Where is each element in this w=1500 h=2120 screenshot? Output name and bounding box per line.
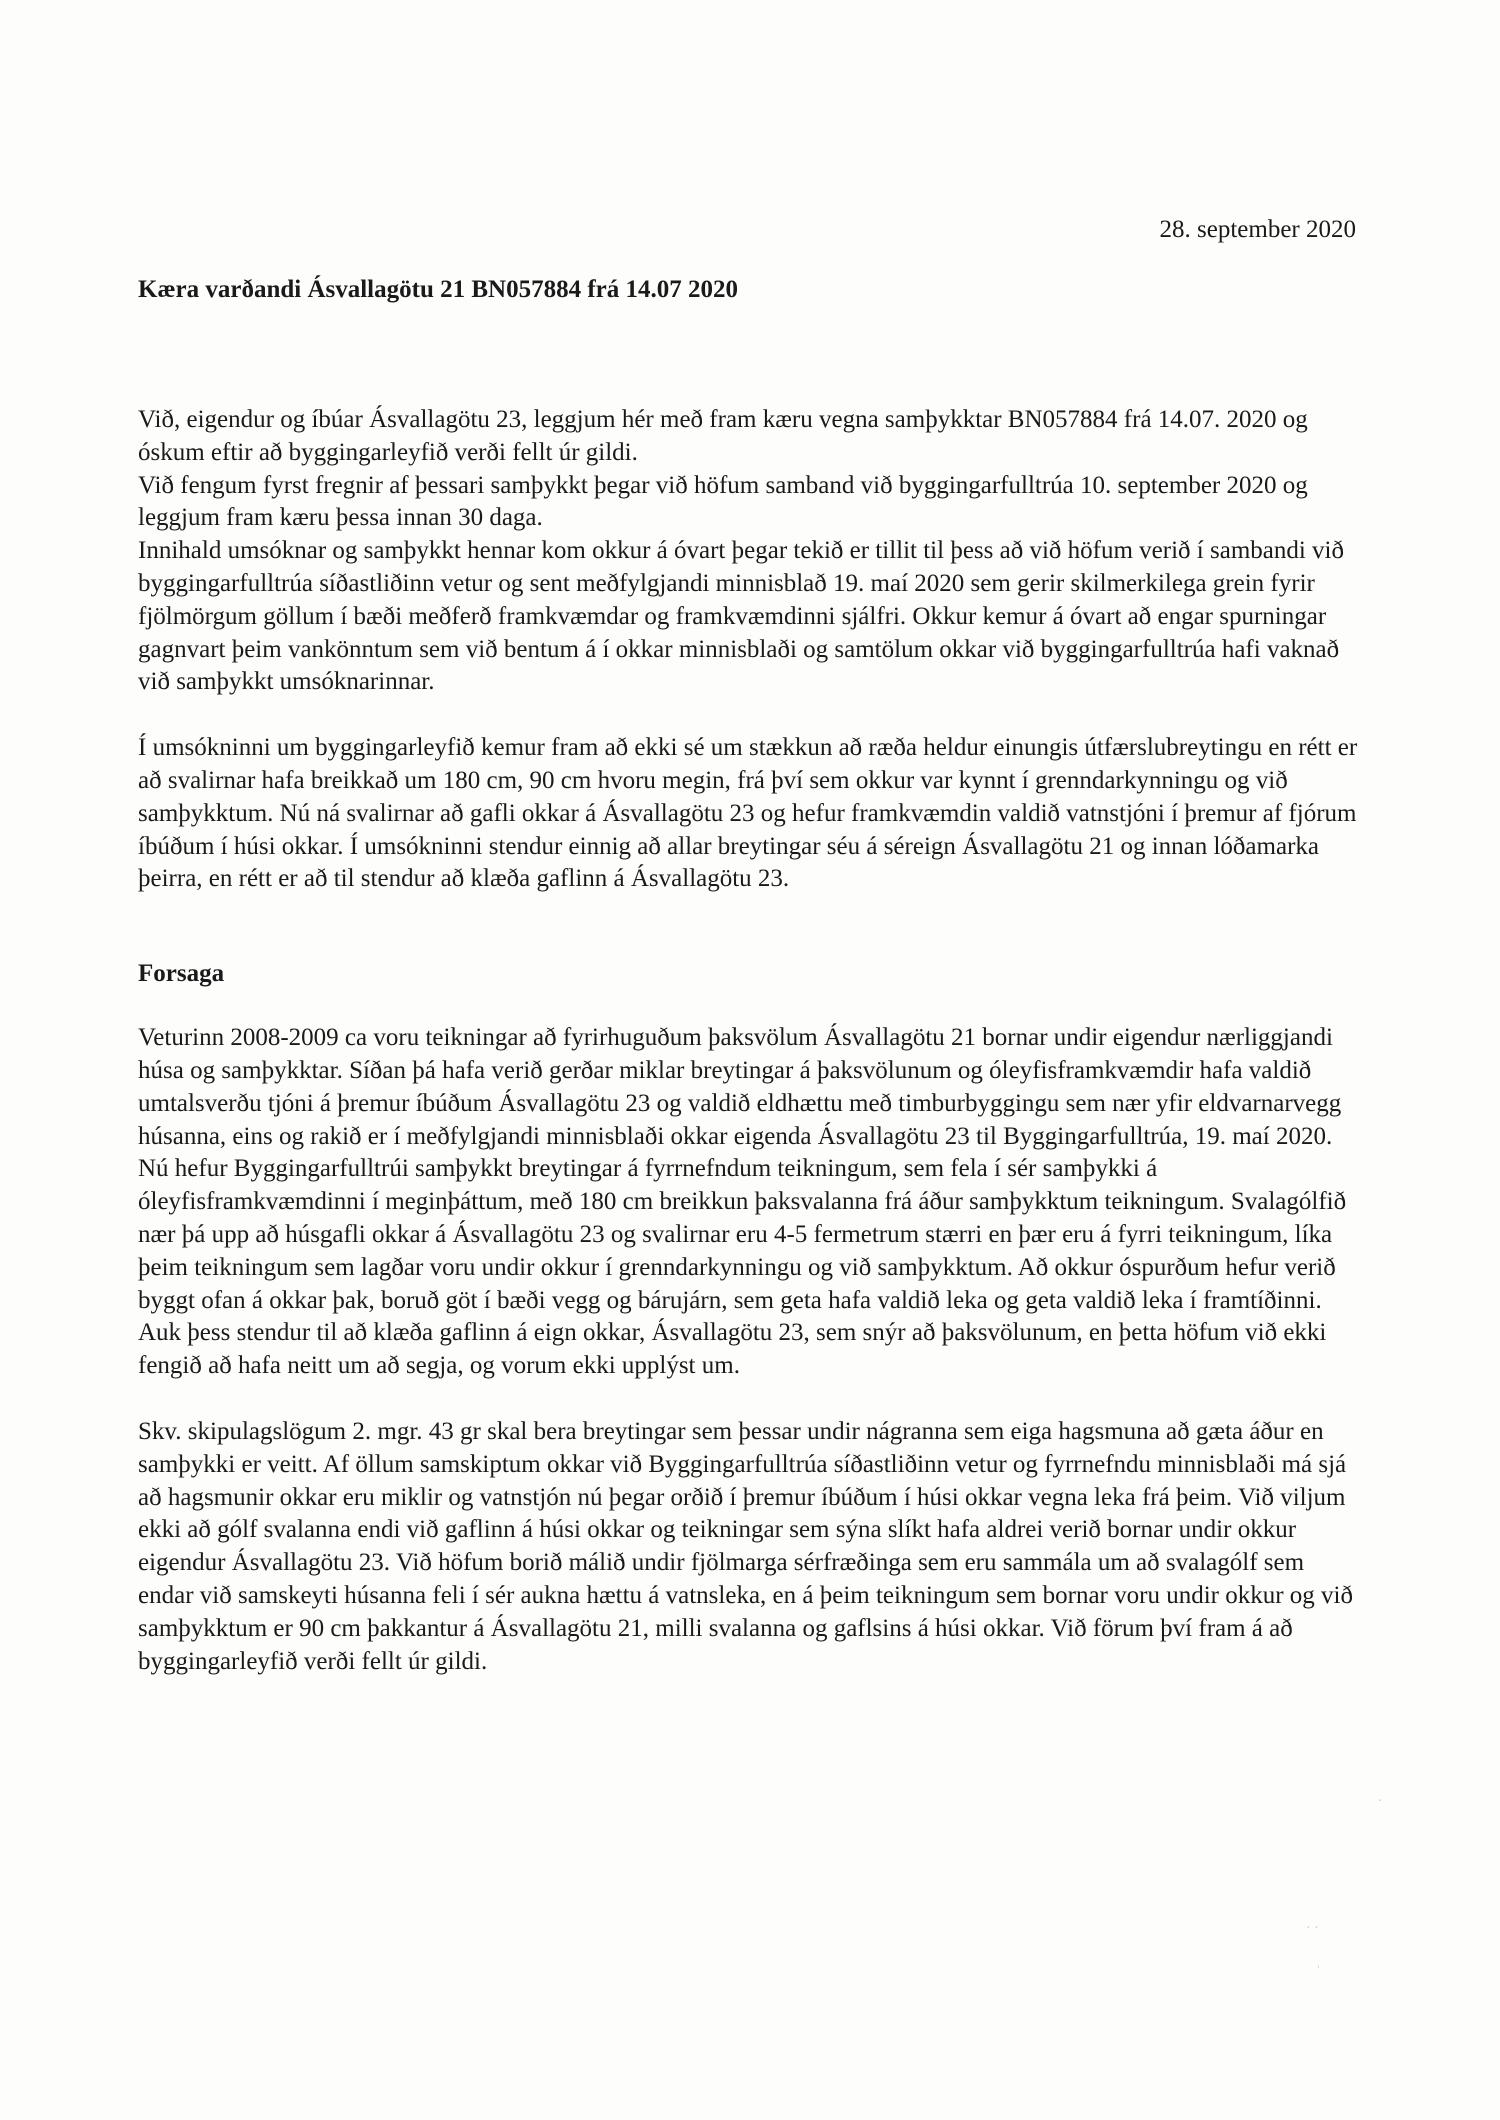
intro-paragraph: Við, eigendur og íbúar Ásvallagötu 23, leggjum hér með fram kæru vegna samþykktar BN057884 frá 14.07. 2020 og óskum eftir að byggingarleyfið verði fellt úr gildi.: [138, 406, 1308, 466]
scan-speck: ·: [1378, 1794, 1383, 1809]
scan-speck: · ·: [1306, 1921, 1319, 1936]
letter-body: [138, 274, 1363, 1678]
letter-subject: Kæra varðandi Ásvallagötu 21 BN057884 frá 14.07 2020: [138, 276, 738, 303]
scan-speck: ˌ: [1316, 1954, 1321, 1969]
application-paragraph: Í umsókninni um byggingarleyfið kemur fram að ekki sé um stækkun að ræða heldur einungis útfærslubreytingu en rétt er að svalirnar hafa breikkað um 180 cm, 90 cm hvoru megin, frá því sem okkur var kynnt í grenndarkynningu og við samþykktum. Nú ná svalirnar að gafli okkar á Ásvallagötu 23 og hefur framkvæmdin valdið vatnstjóni í þremur af fjórum íbúðum í húsi okkar. Í umsókninni stendur einnig að allar breytingar séu á séreign Ásvallagötu 21 og innan lóðamarka þeirra, en rétt er að til stendur að klæða gaflinn á Ásvallagötu 23.: [138, 734, 1358, 893]
intro-paragraph: Innihald umsóknar og samþykkt hennar kom okkur á óvart þegar tekið er tillit til þess að við höfum verið í sambandi við byggingarfulltrúa síðastliðinn vetur og sent meðfylgjandi minnisblað 19. maí 2020 sem gerir skilmerkilega grein fyrir fjölmörgum göllum í bæði meðferð framkvæmdar og framkvæmdinni sjálfri. Okkur kemur á óvart að engar spurningar gagnvart þeim vankönntum sem við bentum á í okkar minnisblaði og samtölum okkar við byggingarfulltrúa hafi vaknað við samþykkt umsóknarinnar.: [138, 537, 1345, 696]
forsaga-paragraph: Nú hefur Byggingarfulltrúi samþykkt breytingar á fyrrnefndum teikningum, sem fela í sér samþykki á óleyfisframkvæmdinni í meginþáttum, með 180 cm breikkun þaksvalanna frá áður samþykktum teikningum. Svalagólfið nær þá upp að húsgafli okkar á Ásvallagötu 23 og svalirnar eru 4-5 fermetrum stærri en þær eru á fyrri teikningum, líka þeim teikningum sem lagðar voru undir okkur í grenndarkynningu og við samþykktum. Að okkur óspurðum hefur verið byggt ofan á okkar þak, boruð göt í bæði vegg og bárujárn, sem geta hafa valdið leka og geta valdið leka í framtíðinni. Auk þess stendur til að klæða gaflinn á eign okkar, Ásvallagötu 23, sem snýr að þaksvölunum, en þetta höfum við ekki fengið að hafa neitt um að segja, og vorum ekki upplýst um.: [138, 1155, 1347, 1380]
forsaga-paragraph: Veturinn 2008-2009 ca voru teikningar að fyrirhuguðum þaksvölum Ásvallagötu 21 bornar undir eigendur nærliggjandi húsa og samþykktar. Síðan þá hafa verið gerðar miklar breytingar á þaksvölunum og óleyfisframkvæmdir hafa valdið umtalsverðu tjóni á þremur íbúðum Ásvallagötu 23 og valdið eldhættu með timburbyggingu sem nær yfir eldvarnarvegg húsanna, eins og rakið er í meðfylgjandi minnisblaði okkar eigenda Ásvallagötu 23 til Byggingarfulltrúa, 19. maí 2020.: [138, 1024, 1342, 1150]
forsaga-heading: Forsaga: [138, 960, 225, 988]
intro-paragraph: Við fengum fyrst fregnir af þessari samþykkt þegar við höfum samband við byggingarfulltrúa 10. september 2020 og leggjum fram kæru þessa innan 30 daga.: [138, 471, 1308, 532]
closing-paragraph: Skv. skipulagslögum 2. mgr. 43 gr skal bera breytingar sem þessar undir nágranna sem eiga hagsmuna að gæta áður en samþykki er veitt. Af öllum samskiptum okkar við Byggingarfulltrúa síðastliðinn vetur og fyrrnefndu minnisblaði má sjá að hagsmunir okkar eru miklir og vatnstjón nú þegar orðið í þremur íbúðum í húsi okkar vegna leka frá þeim. Við viljum ekki að gólf svalanna endi við gaflinn á húsi okkar og teikningar sem sýna slíkt hafa aldrei verið bornar undir okkur eigendur Ásvallagötu 23. Við höfum borið málið undir fjölmarga sérfræðinga sem eru sammála um að svalagólf sem endar við samskeyti húsanna feli í sér aukna hættu á vatnsleka, en á þeim teikningum sem bornar voru undir okkur og við samþykktum er 90 cm þakkantur á Ásvallagötu 21, milli svalanna og gaflsins á húsi okkar. Við förum því fram á að byggingarleyfið verði fellt úr gildi.: [138, 1417, 1353, 1675]
letter-date: 28. september 2020: [1159, 216, 1356, 243]
